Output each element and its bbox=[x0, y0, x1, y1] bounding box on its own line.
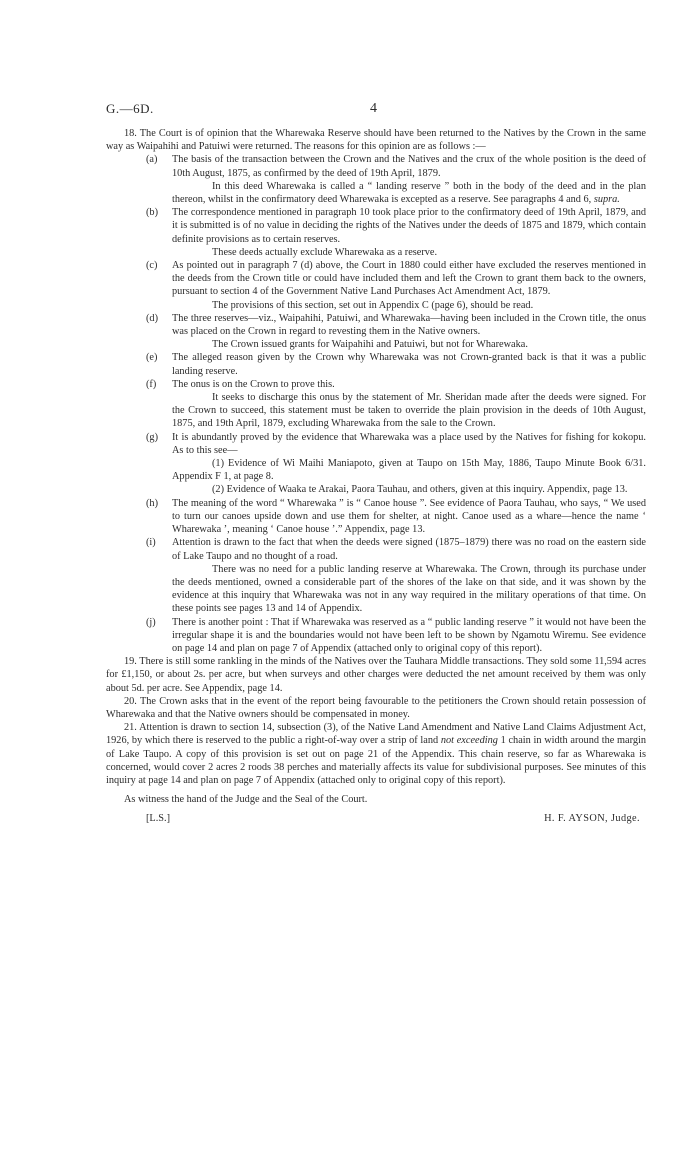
subparagraph-label: (j) bbox=[146, 616, 156, 628]
paragraph-21-text-rest: 1 chain in width around the margin of Lake Taupo. A copy of this provision is set out on page 21 of the Appendix. This chain reserve, so far as Wharewaka is concerned, would cover 2 acres 2 roods 38 perches and materially affects its value for subdivisional purposes. See minutes of this inquiry at page 14 and plan on page 7 of Appendix (attached only to original copy of this report). bbox=[106, 735, 646, 786]
subparagraph-i bbox=[106, 536, 646, 562]
judge-signature: H. F. AYSON, Judge. bbox=[544, 813, 640, 825]
evidence-item-2: (2) Evidence of Waaka te Arakai, Paora Tauhau, and others, given at this inquiry. Appendix, page 13. bbox=[212, 484, 628, 496]
subparagraph-text: It is abundantly proved by the evidence that Wharewaka was a place used by the Natives for fishing for kokopu. As to this see— bbox=[172, 431, 646, 456]
seal-mark: [L.S.] bbox=[146, 813, 171, 825]
subparagraph-text: The basis of the transaction between the Crown and the Natives and the crux of the whole position is the deed of 10th August, 1875, as confirmed by the deed of 19th April, 1879. bbox=[172, 154, 646, 179]
subparagraph-b bbox=[106, 206, 646, 246]
witness-clause: As witness the hand of the Judge and the Seal of the Court. bbox=[124, 794, 368, 806]
document-body bbox=[106, 127, 646, 828]
paragraph-21 bbox=[106, 721, 646, 787]
subparagraph-label: (d) bbox=[146, 312, 159, 324]
subparagraph-b-continuation: These deeds actually exclude Wharewaka as a reserve. bbox=[212, 246, 438, 258]
subparagraph-text: As pointed out in paragraph 7 (d) above, the Court in 1880 could either have excluded the reserves mentioned in the deeds from the Crown title or could have included them and left the Crown to grant them back to the owners, pursuant to section 4 of the Government Native Land Purchases Act Amendment Act, 1879. bbox=[172, 260, 646, 298]
subparagraph-e bbox=[106, 351, 646, 377]
subparagraph-d bbox=[106, 312, 646, 338]
emphasis-text: not exceeding bbox=[440, 735, 498, 747]
emphasis-text: supra. bbox=[593, 194, 620, 206]
page-number: 4 bbox=[370, 101, 377, 116]
subparagraph-c bbox=[106, 259, 646, 299]
subparagraph-i-continuation: There was no need for a public landing reserve at Wharewaka. The Crown, through its purchase under the deeds mentioned, owned a considerable part of the shores of the lake on that side, and it was shown by the evidence at this inquiry that Wharewaka was not in any way required in the military operations of that time. On these points see pages 13 and 14 of Appendix. bbox=[172, 563, 646, 615]
paragraph-20: 20. The Crown asks that in the event of the report being favourable to the petitioners the Crown should retain possession of Wharewaka and that the Native owners should be compensated in money. bbox=[106, 695, 646, 720]
subparagraph-label: (e) bbox=[146, 352, 158, 364]
subparagraph-text: The onus is on the Crown to prove this. bbox=[172, 378, 335, 390]
subparagraph-a bbox=[106, 153, 646, 179]
subparagraph-label: (i) bbox=[146, 537, 156, 549]
page-header bbox=[106, 101, 646, 117]
subparagraph-d-continuation: The Crown issued grants for Waipahihi and Patuiwi, but not for Wharewaka. bbox=[212, 339, 528, 351]
subparagraph-text: The correspondence mentioned in paragraph 10 took place prior to the confirmatory deed of 19th April, 1879, and it is submitted is of no value in deciding the rights of the Natives under the deeds of 1875 and 1879, which contain definite provisions as to certain reserves. bbox=[172, 207, 646, 245]
subparagraph-text: There is another point : That if Wharewaka was reserved as a “ public landing reserve ” it would not have been the irregular shape it is and the boundaries would not have been left to be shown by Ngamotu Wiremu. See evidence on page 14 and plan on page 7 of Appendix (attached only to original copy of this report). bbox=[172, 616, 646, 654]
subparagraph-f-continuation: It seeks to discharge this onus by the statement of Mr. Sheridan made after the deeds were signed. For the Crown to succeed, this statement must be taken to override the plain provision in the deeds of 10th August, 1875, and 19th April, 1879, excluding Wharewaka from the sale to the Crown. bbox=[172, 392, 646, 430]
subparagraph-text: The three reserves—viz., Waipahihi, Patuiwi, and Wharewaka—having been included in the Crown title, the onus was placed on the Crown in regard to revesting them in the Native owners. bbox=[172, 312, 646, 338]
document-reference: G.—6D. bbox=[106, 101, 154, 116]
subparagraph-label: (f) bbox=[146, 378, 157, 390]
subparagraph-label: (a) bbox=[146, 154, 158, 166]
subparagraph-text: Attention is drawn to the fact that when the deeds were signed (1875–1879) there was no road on the eastern side of Lake Taupo and no thought of a road. bbox=[172, 537, 646, 562]
subparagraph-c-continuation: The provisions of this section, set out in Appendix C (page 6), should be read. bbox=[212, 299, 534, 311]
paragraph-19: 19. There is still some rankling in the minds of the Natives over the Tauhara Middle transactions. They sold some 11,594 acres for £1,150, or about 2s. per acre, but when surveys and other charges were deducted the net amount received by them was only about 5d. per acre. See Appendix, page 14. bbox=[106, 656, 646, 694]
subparagraph-g bbox=[106, 431, 646, 457]
paragraph-21-text: 21. Attention is drawn to section 14, subsection (3), of the Native Land Amendment and Native Land Claims Adjustment Act, 1926, by which there is reserved to the public a right-of-way over a strip of land bbox=[106, 722, 646, 747]
evidence-item-1: (1) Evidence of Wi Maihi Maniapoto, given at Taupo on 15th May, 1886, Taupo Minute Book 6/31. Appendix F 1, at page 8. bbox=[172, 458, 646, 483]
subparagraph-label: (c) bbox=[146, 260, 158, 272]
signature-line bbox=[106, 810, 646, 828]
paragraph-18-intro: 18. The Court is of opinion that the Wharewaka Reserve should have been returned to the Natives by the Crown in the same way as Waipahihi and Patuiwi were returned. The reasons for this opinion are as follows :— bbox=[106, 128, 646, 153]
subparagraph-j bbox=[106, 616, 646, 656]
subparagraph-text: The meaning of the word “ Wharewaka ” is “ Canoe house ”. See evidence of Paora Tauhau, who says, “ We used to turn our canoes upside down and use them for shelter, at night. Canoe used as a whare—hence the name ‘ Wharewaka ’, meaning ‘ Canoe house ’.” Appendix, page 13. bbox=[172, 497, 646, 536]
subparagraph-label: (g) bbox=[146, 431, 159, 443]
subparagraph-label: (b) bbox=[146, 207, 159, 219]
subparagraph-h bbox=[106, 497, 646, 537]
subparagraph-label: (h) bbox=[146, 497, 159, 509]
continuation-text: In this deed Wharewaka is called a “ landing reserve ” both in the body of the deed and in the plan thereon, whilst in the confirmatory deed Wharewaka is excepted as a reserve. See paragraphs 4 and 6, bbox=[172, 180, 646, 206]
subparagraph-a-continuation bbox=[106, 180, 646, 206]
subparagraph-text: The alleged reason given by the Crown why Wharewaka was not Crown-granted back is that it was a public landing reserve. bbox=[172, 352, 646, 377]
subparagraph-f bbox=[106, 378, 646, 391]
